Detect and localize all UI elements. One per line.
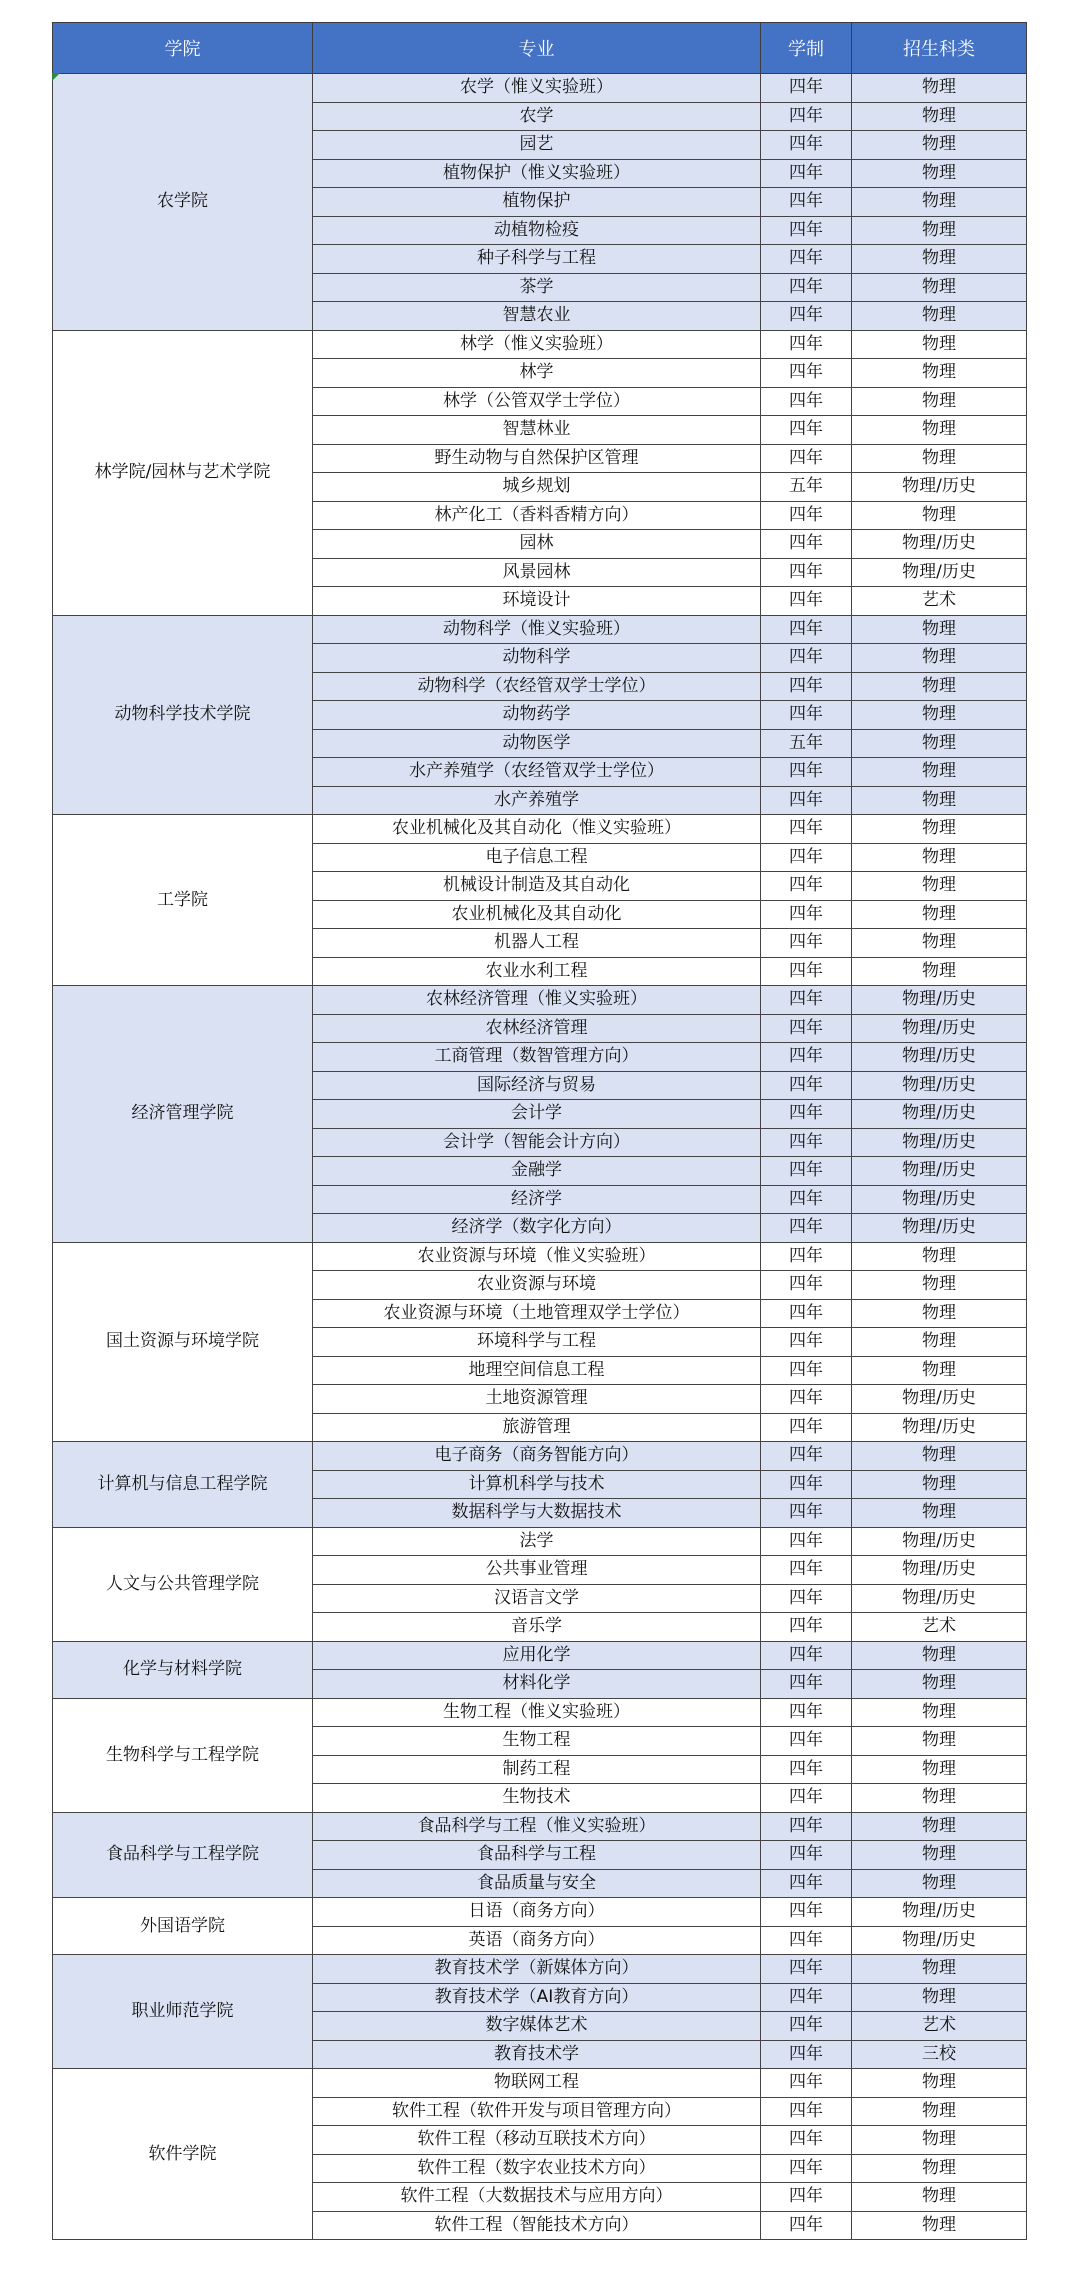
major-cell[interactable]: 教育技术学（AI教育方向）	[313, 1983, 761, 2012]
major-cell[interactable]: 植物保护（惟义实验班）	[313, 159, 761, 188]
duration-cell[interactable]: 四年	[761, 1556, 852, 1585]
duration-cell[interactable]: 四年	[761, 672, 852, 701]
subject-cell[interactable]: 物理	[852, 444, 1027, 473]
college-cell[interactable]: 农学院	[53, 74, 313, 331]
subject-cell[interactable]: 物理	[852, 273, 1027, 302]
duration-cell[interactable]: 四年	[761, 1499, 852, 1528]
subject-cell[interactable]: 物理	[852, 957, 1027, 986]
duration-cell[interactable]: 四年	[761, 644, 852, 673]
major-cell[interactable]: 教育技术学	[313, 2040, 761, 2069]
subject-cell[interactable]: 物理/历史	[852, 1926, 1027, 1955]
major-cell[interactable]: 食品科学与工程	[313, 1841, 761, 1870]
subject-cell[interactable]: 物理	[852, 929, 1027, 958]
duration-cell[interactable]: 四年	[761, 1413, 852, 1442]
major-cell[interactable]: 公共事业管理	[313, 1556, 761, 1585]
college-cell[interactable]: 动物科学技术学院	[53, 615, 313, 815]
subject-cell[interactable]: 物理	[852, 2097, 1027, 2126]
major-cell[interactable]: 制药工程	[313, 1755, 761, 1784]
subject-cell[interactable]: 物理	[852, 2211, 1027, 2240]
duration-cell[interactable]: 四年	[761, 2069, 852, 2098]
duration-cell[interactable]: 四年	[761, 330, 852, 359]
duration-cell[interactable]: 四年	[761, 587, 852, 616]
subject-cell[interactable]: 物理	[852, 188, 1027, 217]
major-cell[interactable]: 农学（惟义实验班）	[313, 74, 761, 103]
major-cell[interactable]: 音乐学	[313, 1613, 761, 1642]
major-cell[interactable]: 英语（商务方向）	[313, 1926, 761, 1955]
table-row	[53, 330, 1027, 359]
subject-cell[interactable]: 物理	[852, 1670, 1027, 1699]
subject-cell[interactable]: 物理/历史	[852, 1214, 1027, 1243]
duration-cell[interactable]: 四年	[761, 1071, 852, 1100]
college-cell[interactable]: 国土资源与环境学院	[53, 1242, 313, 1442]
duration-cell[interactable]: 四年	[761, 1043, 852, 1072]
subject-cell[interactable]: 物理/历史	[852, 1584, 1027, 1613]
subject-cell[interactable]: 物理	[852, 843, 1027, 872]
duration-cell[interactable]: 四年	[761, 1470, 852, 1499]
table-body	[53, 74, 1027, 2240]
major-cell[interactable]: 环境科学与工程	[313, 1328, 761, 1357]
subject-cell[interactable]: 物理	[852, 1299, 1027, 1328]
subject-cell[interactable]: 物理/历史	[852, 986, 1027, 1015]
duration-cell[interactable]: 四年	[761, 2126, 852, 2155]
duration-cell[interactable]: 四年	[761, 2154, 852, 2183]
subject-cell[interactable]: 物理	[852, 387, 1027, 416]
subject-cell[interactable]: 物理/历史	[852, 1100, 1027, 1129]
header-subject[interactable]: 招生科类	[852, 23, 1027, 74]
major-cell[interactable]: 林学（惟义实验班）	[313, 330, 761, 359]
subject-cell[interactable]: 物理	[852, 1841, 1027, 1870]
college-cell[interactable]: 外国语学院	[53, 1898, 313, 1955]
header-major[interactable]: 专业	[313, 23, 761, 74]
subject-cell[interactable]: 物理/历史	[852, 558, 1027, 587]
duration-cell[interactable]: 四年	[761, 1727, 852, 1756]
major-cell[interactable]: 生物工程（惟义实验班）	[313, 1698, 761, 1727]
major-cell[interactable]: 日语（商务方向）	[313, 1898, 761, 1927]
subject-cell[interactable]: 物理	[852, 1869, 1027, 1898]
subject-cell[interactable]: 物理	[852, 672, 1027, 701]
major-cell[interactable]: 智慧林业	[313, 416, 761, 445]
table-row	[53, 815, 1027, 844]
major-cell[interactable]: 园林	[313, 530, 761, 559]
subject-cell[interactable]: 物理	[852, 1328, 1027, 1357]
subject-cell[interactable]: 物理	[852, 900, 1027, 929]
major-cell[interactable]: 环境设计	[313, 587, 761, 616]
subject-cell[interactable]: 物理	[852, 1271, 1027, 1300]
subject-cell[interactable]: 艺术	[852, 1613, 1027, 1642]
header-row	[53, 23, 1027, 74]
subject-cell[interactable]: 物理	[852, 1784, 1027, 1813]
major-cell[interactable]: 食品质量与安全	[313, 1869, 761, 1898]
major-cell[interactable]: 材料化学	[313, 1670, 761, 1699]
subject-cell[interactable]: 物理	[852, 872, 1027, 901]
subject-cell[interactable]: 艺术	[852, 587, 1027, 616]
subject-cell[interactable]: 物理	[852, 1442, 1027, 1471]
duration-cell[interactable]: 四年	[761, 1100, 852, 1129]
subject-cell[interactable]: 物理	[852, 2069, 1027, 2098]
duration-cell[interactable]: 四年	[761, 387, 852, 416]
major-cell[interactable]: 地理空间信息工程	[313, 1356, 761, 1385]
duration-cell[interactable]: 四年	[761, 1841, 852, 1870]
subject-cell[interactable]: 物理	[852, 1983, 1027, 2012]
subject-cell[interactable]: 物理	[852, 359, 1027, 388]
major-cell[interactable]: 经济学（数字化方向）	[313, 1214, 761, 1243]
college-cell[interactable]: 人文与公共管理学院	[53, 1527, 313, 1641]
duration-cell[interactable]: 四年	[761, 1869, 852, 1898]
subject-cell[interactable]: 物理	[852, 1242, 1027, 1271]
subject-cell[interactable]: 物理	[852, 2154, 1027, 2183]
duration-cell[interactable]: 四年	[761, 216, 852, 245]
duration-cell[interactable]: 四年	[761, 74, 852, 103]
major-cell[interactable]: 数字媒体艺术	[313, 2012, 761, 2041]
table-row	[53, 74, 1027, 103]
major-cell[interactable]: 林学	[313, 359, 761, 388]
duration-cell[interactable]: 四年	[761, 1527, 852, 1556]
duration-cell[interactable]: 四年	[761, 1955, 852, 1984]
subject-cell[interactable]: 物理	[852, 159, 1027, 188]
college-cell[interactable]: 林学院/园林与艺术学院	[53, 330, 313, 615]
subject-cell[interactable]: 物理/历史	[852, 1014, 1027, 1043]
duration-cell[interactable]: 四年	[761, 1898, 852, 1927]
subject-cell[interactable]: 物理	[852, 1698, 1027, 1727]
subject-cell[interactable]: 物理	[852, 1641, 1027, 1670]
major-cell[interactable]: 食品科学与工程（惟义实验班）	[313, 1812, 761, 1841]
duration-cell[interactable]: 四年	[761, 102, 852, 131]
major-cell[interactable]: 金融学	[313, 1157, 761, 1186]
subject-cell[interactable]: 物理	[852, 216, 1027, 245]
header-duration[interactable]: 学制	[761, 23, 852, 74]
duration-cell[interactable]: 四年	[761, 501, 852, 530]
major-cell[interactable]: 汉语言文学	[313, 1584, 761, 1613]
major-cell[interactable]: 野生动物与自然保护区管理	[313, 444, 761, 473]
subject-cell[interactable]: 物理	[852, 615, 1027, 644]
duration-cell[interactable]: 四年	[761, 2183, 852, 2212]
major-cell[interactable]: 电子信息工程	[313, 843, 761, 872]
subject-cell[interactable]: 物理	[852, 1727, 1027, 1756]
college-cell[interactable]: 生物科学与工程学院	[53, 1698, 313, 1812]
duration-cell[interactable]: 四年	[761, 2211, 852, 2240]
duration-cell[interactable]: 四年	[761, 957, 852, 986]
subject-cell[interactable]: 物理	[852, 330, 1027, 359]
major-cell[interactable]: 会计学（智能会计方向）	[313, 1128, 761, 1157]
subject-cell[interactable]: 物理/历史	[852, 1556, 1027, 1585]
duration-cell[interactable]: 四年	[761, 843, 852, 872]
major-cell[interactable]: 茶学	[313, 273, 761, 302]
major-cell[interactable]: 机器人工程	[313, 929, 761, 958]
table-row	[53, 1442, 1027, 1471]
duration-cell[interactable]: 四年	[761, 188, 852, 217]
major-cell[interactable]: 林产化工（香料香精方向）	[313, 501, 761, 530]
major-cell[interactable]: 软件工程（数字农业技术方向）	[313, 2154, 761, 2183]
major-cell[interactable]: 物联网工程	[313, 2069, 761, 2098]
subject-cell[interactable]: 物理	[852, 302, 1027, 331]
major-cell[interactable]: 动物药学	[313, 701, 761, 730]
subject-cell[interactable]: 物理	[852, 1755, 1027, 1784]
major-cell[interactable]: 智慧农业	[313, 302, 761, 331]
duration-cell[interactable]: 四年	[761, 530, 852, 559]
cell-marker-icon	[52, 73, 60, 81]
major-cell[interactable]: 农业资源与环境	[313, 1271, 761, 1300]
enrollment-table-container	[52, 22, 1026, 2240]
major-cell[interactable]: 法学	[313, 1527, 761, 1556]
duration-cell[interactable]: 四年	[761, 1271, 852, 1300]
major-cell[interactable]: 种子科学与工程	[313, 245, 761, 274]
duration-cell[interactable]: 四年	[761, 786, 852, 815]
major-cell[interactable]: 城乡规划	[313, 473, 761, 502]
major-cell[interactable]: 农业资源与环境（土地管理双学士学位）	[313, 1299, 761, 1328]
major-cell[interactable]: 动物科学	[313, 644, 761, 673]
subject-cell[interactable]: 物理	[852, 245, 1027, 274]
duration-cell[interactable]: 四年	[761, 1983, 852, 2012]
duration-cell[interactable]: 四年	[761, 1442, 852, 1471]
subject-cell[interactable]: 物理	[852, 758, 1027, 787]
college-cell[interactable]: 食品科学与工程学院	[53, 1812, 313, 1898]
duration-cell[interactable]: 四年	[761, 2012, 852, 2041]
major-cell[interactable]: 软件工程（软件开发与项目管理方向）	[313, 2097, 761, 2126]
major-cell[interactable]: 生物工程	[313, 1727, 761, 1756]
subject-cell[interactable]: 物理	[852, 701, 1027, 730]
subject-cell[interactable]: 物理/历史	[852, 1413, 1027, 1442]
table-row	[53, 1955, 1027, 1984]
major-cell[interactable]: 数据科学与大数据技术	[313, 1499, 761, 1528]
subject-cell[interactable]: 物理	[852, 2183, 1027, 2212]
subject-cell[interactable]: 物理/历史	[852, 1185, 1027, 1214]
subject-cell[interactable]: 物理	[852, 501, 1027, 530]
major-cell[interactable]: 国际经济与贸易	[313, 1071, 761, 1100]
subject-cell[interactable]: 物理	[852, 729, 1027, 758]
duration-cell[interactable]: 四年	[761, 1214, 852, 1243]
subject-cell[interactable]: 物理	[852, 102, 1027, 131]
subject-cell[interactable]: 物理/历史	[852, 530, 1027, 559]
duration-cell[interactable]: 五年	[761, 729, 852, 758]
major-cell[interactable]: 软件工程（智能技术方向）	[313, 2211, 761, 2240]
table-row	[53, 1641, 1027, 1670]
major-cell[interactable]: 动物科学（惟义实验班）	[313, 615, 761, 644]
duration-cell[interactable]: 四年	[761, 815, 852, 844]
major-cell[interactable]: 生物技术	[313, 1784, 761, 1813]
duration-cell[interactable]: 四年	[761, 1926, 852, 1955]
duration-cell[interactable]: 四年	[761, 558, 852, 587]
duration-cell[interactable]: 四年	[761, 1356, 852, 1385]
duration-cell[interactable]: 四年	[761, 986, 852, 1015]
enrollment-table	[52, 22, 1027, 2240]
duration-cell[interactable]: 四年	[761, 701, 852, 730]
duration-cell[interactable]: 四年	[761, 444, 852, 473]
college-cell[interactable]: 化学与材料学院	[53, 1641, 313, 1698]
major-cell[interactable]: 应用化学	[313, 1641, 761, 1670]
subject-cell[interactable]: 物理/历史	[852, 1527, 1027, 1556]
major-cell[interactable]: 旅游管理	[313, 1413, 761, 1442]
duration-cell[interactable]: 四年	[761, 1670, 852, 1699]
duration-cell[interactable]: 四年	[761, 2097, 852, 2126]
major-cell[interactable]: 农业水利工程	[313, 957, 761, 986]
subject-cell[interactable]: 物理	[852, 2126, 1027, 2155]
duration-cell[interactable]: 四年	[761, 131, 852, 160]
major-cell[interactable]: 林学（公管双学士学位）	[313, 387, 761, 416]
duration-cell[interactable]: 四年	[761, 1128, 852, 1157]
duration-cell[interactable]: 四年	[761, 1328, 852, 1357]
subject-cell[interactable]: 物理	[852, 1955, 1027, 1984]
duration-cell[interactable]: 四年	[761, 302, 852, 331]
table-row	[53, 615, 1027, 644]
major-cell[interactable]: 园艺	[313, 131, 761, 160]
major-cell[interactable]: 软件工程（大数据技术与应用方向）	[313, 2183, 761, 2212]
subject-cell[interactable]: 物理/历史	[852, 473, 1027, 502]
subject-cell[interactable]: 三校	[852, 2040, 1027, 2069]
duration-cell[interactable]: 四年	[761, 1784, 852, 1813]
major-cell[interactable]: 工商管理（数智管理方向）	[313, 1043, 761, 1072]
subject-cell[interactable]: 物理	[852, 131, 1027, 160]
major-cell[interactable]: 农业机械化及其自动化（惟义实验班）	[313, 815, 761, 844]
duration-cell[interactable]: 四年	[761, 929, 852, 958]
subject-cell[interactable]: 物理	[852, 1356, 1027, 1385]
table-row	[53, 1812, 1027, 1841]
duration-cell[interactable]: 四年	[761, 1812, 852, 1841]
table-row	[53, 1898, 1027, 1927]
college-cell[interactable]: 计算机与信息工程学院	[53, 1442, 313, 1528]
subject-cell[interactable]: 物理	[852, 1812, 1027, 1841]
major-cell[interactable]: 风景园林	[313, 558, 761, 587]
duration-cell[interactable]: 四年	[761, 615, 852, 644]
major-cell[interactable]: 水产养殖学（农经管双学士学位）	[313, 758, 761, 787]
duration-cell[interactable]: 四年	[761, 758, 852, 787]
duration-cell[interactable]: 四年	[761, 359, 852, 388]
subject-cell[interactable]: 物理	[852, 786, 1027, 815]
subject-cell[interactable]: 物理/历史	[852, 1385, 1027, 1414]
table-row	[53, 986, 1027, 1015]
major-cell[interactable]: 农学	[313, 102, 761, 131]
major-cell[interactable]: 动物医学	[313, 729, 761, 758]
subject-cell[interactable]: 物理	[852, 1499, 1027, 1528]
duration-cell[interactable]: 四年	[761, 273, 852, 302]
header-college[interactable]: 学院	[53, 23, 313, 74]
major-cell[interactable]: 农林经济管理（惟义实验班）	[313, 986, 761, 1015]
subject-cell[interactable]: 物理/历史	[852, 1157, 1027, 1186]
subject-cell[interactable]: 物理/历史	[852, 1071, 1027, 1100]
duration-cell[interactable]: 四年	[761, 1584, 852, 1613]
major-cell[interactable]: 经济学	[313, 1185, 761, 1214]
major-cell[interactable]: 教育技术学（新媒体方向）	[313, 1955, 761, 1984]
college-cell[interactable]: 职业师范学院	[53, 1955, 313, 2069]
major-cell[interactable]: 农业资源与环境（惟义实验班）	[313, 1242, 761, 1271]
major-cell[interactable]: 水产养殖学	[313, 786, 761, 815]
duration-cell[interactable]: 四年	[761, 1299, 852, 1328]
college-cell[interactable]: 软件学院	[53, 2069, 313, 2240]
major-cell[interactable]: 机械设计制造及其自动化	[313, 872, 761, 901]
duration-cell[interactable]: 四年	[761, 1014, 852, 1043]
college-cell[interactable]: 工学院	[53, 815, 313, 986]
subject-cell[interactable]: 物理	[852, 644, 1027, 673]
major-cell[interactable]: 动植物检疫	[313, 216, 761, 245]
subject-cell[interactable]: 物理	[852, 1470, 1027, 1499]
major-cell[interactable]: 农业机械化及其自动化	[313, 900, 761, 929]
subject-cell[interactable]: 物理	[852, 815, 1027, 844]
major-cell[interactable]: 软件工程（移动互联技术方向）	[313, 2126, 761, 2155]
duration-cell[interactable]: 四年	[761, 1613, 852, 1642]
duration-cell[interactable]: 四年	[761, 1385, 852, 1414]
subject-cell[interactable]: 物理/历史	[852, 1898, 1027, 1927]
subject-cell[interactable]: 物理/历史	[852, 1128, 1027, 1157]
subject-cell[interactable]: 物理/历史	[852, 1043, 1027, 1072]
subject-cell[interactable]: 物理	[852, 74, 1027, 103]
major-cell[interactable]: 植物保护	[313, 188, 761, 217]
duration-cell[interactable]: 四年	[761, 1755, 852, 1784]
subject-cell[interactable]: 艺术	[852, 2012, 1027, 2041]
duration-cell[interactable]: 五年	[761, 473, 852, 502]
duration-cell[interactable]: 四年	[761, 1157, 852, 1186]
duration-cell[interactable]: 四年	[761, 1185, 852, 1214]
major-cell[interactable]: 计算机科学与技术	[313, 1470, 761, 1499]
table-row	[53, 2069, 1027, 2098]
major-cell[interactable]: 电子商务（商务智能方向）	[313, 1442, 761, 1471]
major-cell[interactable]: 农林经济管理	[313, 1014, 761, 1043]
major-cell[interactable]: 土地资源管理	[313, 1385, 761, 1414]
duration-cell[interactable]: 四年	[761, 872, 852, 901]
duration-cell[interactable]: 四年	[761, 900, 852, 929]
major-cell[interactable]: 会计学	[313, 1100, 761, 1129]
college-cell[interactable]: 经济管理学院	[53, 986, 313, 1243]
table-row	[53, 1698, 1027, 1727]
subject-cell[interactable]: 物理	[852, 416, 1027, 445]
table-row	[53, 1527, 1027, 1556]
duration-cell[interactable]: 四年	[761, 2040, 852, 2069]
duration-cell[interactable]: 四年	[761, 1242, 852, 1271]
major-cell[interactable]: 动物科学（农经管双学士学位）	[313, 672, 761, 701]
duration-cell[interactable]: 四年	[761, 416, 852, 445]
duration-cell[interactable]: 四年	[761, 1641, 852, 1670]
duration-cell[interactable]: 四年	[761, 245, 852, 274]
duration-cell[interactable]: 四年	[761, 159, 852, 188]
table-row	[53, 1242, 1027, 1271]
duration-cell[interactable]: 四年	[761, 1698, 852, 1727]
